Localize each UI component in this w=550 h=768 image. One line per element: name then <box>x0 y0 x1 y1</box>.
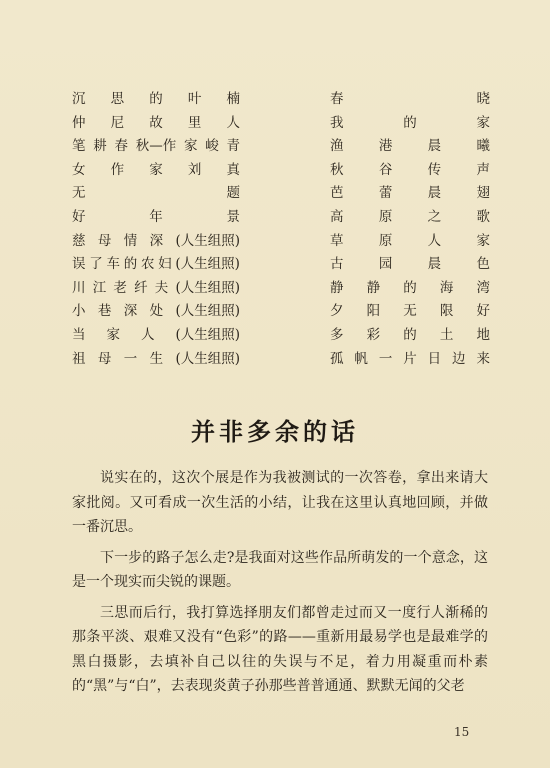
toc-title-right: 我 的 家 <box>330 114 490 131</box>
toc-title-left: 女 作 家 刘 真 <box>72 161 240 178</box>
toc-title-left: 当 家 人 (人生组照) <box>72 326 240 343</box>
toc-title-right: 草 原 人 家 <box>330 232 490 249</box>
toc-title-left: 沉 思 的 叶 楠 <box>72 91 240 107</box>
toc-row <box>72 88 490 112</box>
paragraph-1: 说实在的，这次个展是作为我被测试的一次答卷，拿出来请大家批阅。又可看成一次生活的小结，让我在这里认真地回顾，并做一番沉思。 <box>72 470 488 535</box>
toc-row <box>72 324 490 348</box>
toc-title-left: 无 题 <box>72 185 240 202</box>
toc-title-right: 夕 阳 无 限 好 <box>330 303 490 320</box>
toc-title-left: 小 巷 深 处 (人生组照) <box>72 303 240 320</box>
toc-title-right: 高 原 之 歌 <box>330 208 490 225</box>
toc-row <box>72 135 490 159</box>
toc-title-right: 孤 帆 一 片 日 边 来 <box>330 350 490 367</box>
toc-row <box>72 206 490 230</box>
toc-title-right: 渔 港 晨 曦 <box>330 138 490 155</box>
toc-title-right: 芭 蕾 晨 翅 <box>330 185 490 202</box>
toc-title-right: 多 彩 的 土 地 <box>330 326 490 343</box>
toc-title-left: 慈 母 情 深 (人生组照) <box>72 232 240 249</box>
paragraph-3: 三思而后行，我打算选择朋友们都曾走过而又一度行人渐稀的那条平淡、艰难又没有“色彩”的路——重新用最易学也是最难学的黑白摄影，去填补自己以往的失误与不足，着力用凝重而朴素的“黑”与“白”，去表现炎黄子孙那些普普通通、默默无闻的父老 <box>72 604 488 694</box>
page-number: 15 <box>454 725 470 739</box>
toc-title-right: 古 园 晨 色 <box>330 256 490 273</box>
toc-title-left: 祖 母 一 生 (人生组照) <box>72 350 240 367</box>
toc-row <box>72 230 490 254</box>
toc-title-left: 笔 耕 春 秋—作 家 峻 青 <box>72 138 240 155</box>
toc-row <box>72 348 490 372</box>
toc-row <box>72 182 490 206</box>
toc-row <box>72 159 490 183</box>
section-title: 并非多余的话 <box>191 417 359 446</box>
toc-title-right: 春 晓 <box>330 91 490 107</box>
paragraph-2: 下一步的路子怎么走?是我面对这些作品所萌发的一个意念，这是一个现实而尖锐的课题。 <box>72 549 488 590</box>
toc-title-right: 静 静 的 海 湾 <box>330 279 490 296</box>
body-text <box>72 466 488 705</box>
toc-title-left: 川 江 老 纤 夫 (人生组照) <box>72 279 240 296</box>
toc-title-left: 仲 尼 故 里 人 <box>72 114 240 131</box>
toc-title-left: 好 年 景 <box>72 208 240 225</box>
table-of-contents <box>72 88 490 371</box>
toc-title-right: 秋 谷 传 声 <box>330 161 490 178</box>
toc-row <box>72 253 490 277</box>
toc-row <box>72 300 490 324</box>
toc-title-left: 误 了 车 的 农 妇 (人生组照) <box>72 256 240 273</box>
toc-row <box>72 277 490 301</box>
toc-row <box>72 112 490 136</box>
